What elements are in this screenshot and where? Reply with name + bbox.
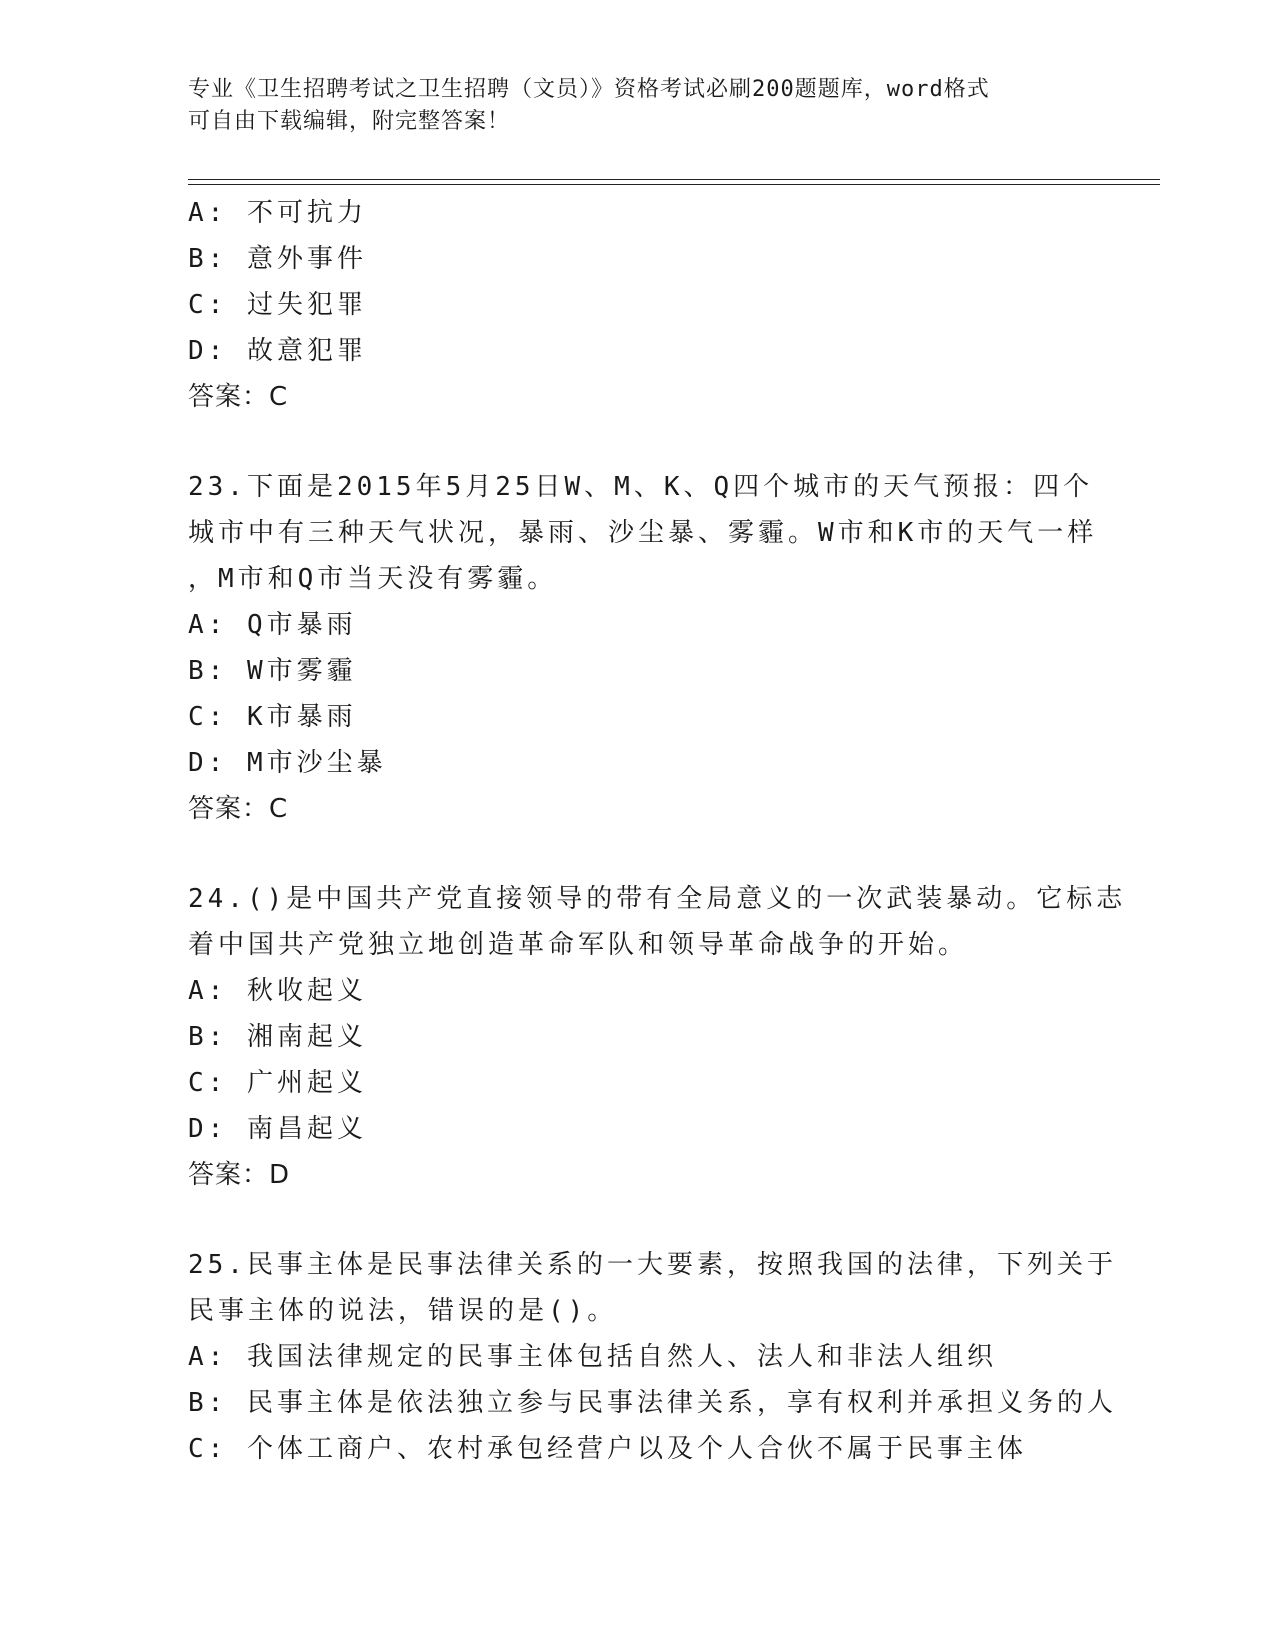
- question-25: [188, 1242, 1117, 1472]
- option-a: A: Q市暴雨: [188, 610, 357, 640]
- option-a: A: 不可抗力: [188, 198, 367, 228]
- answer: 答案：C: [188, 382, 289, 412]
- header-divider-bottom: [188, 184, 1160, 185]
- option-c: C: 个体工商户、农村承包经营户以及个人合伙不属于民事主体: [188, 1434, 1027, 1464]
- option-b: B: 湘南起义: [188, 1022, 367, 1052]
- question-stem-line: 25.民事主体是民事法律关系的一大要素，按照我国的法律，下列关于: [188, 1250, 1117, 1280]
- question-22: [188, 190, 1108, 420]
- header-line-2: 可自由下载编辑，附完整答案！: [188, 109, 511, 134]
- option-b: B: 民事主体是依法独立参与民事法律关系，享有权利并承担义务的人: [188, 1388, 1117, 1418]
- header-line-1: 专业《卫生招聘考试之卫生招聘（文员）》资格考试必刷200题题库，word格式: [188, 77, 990, 102]
- question-stem-line: ，M市和Q市当天没有雾霾。: [188, 564, 558, 594]
- option-c: C: 过失犯罪: [188, 290, 367, 320]
- question-list: [188, 190, 1127, 1472]
- answer: 答案：D: [188, 1160, 291, 1190]
- option-a: A: 我国法律规定的民事主体包括自然人、法人和非法人组织: [188, 1342, 997, 1372]
- option-d: D: 南昌起义: [188, 1114, 367, 1144]
- question-stem-line: 24.()是中国共产党直接领导的带有全局意义的一次武装暴动。它标志: [188, 884, 1127, 914]
- answer: 答案：C: [188, 794, 289, 824]
- question-23: [188, 464, 1108, 832]
- option-c: C: K市暴雨: [188, 702, 357, 732]
- question-stem-line: 着中国共产党独立地创造革命军队和领导革命战争的开始。: [188, 930, 969, 960]
- header-divider-top: [188, 179, 1160, 180]
- option-d: D: 故意犯罪: [188, 336, 367, 366]
- question-stem-line: 城市中有三种天气状况，暴雨、沙尘暴、雾霾。W市和K市的天气一样: [188, 518, 1098, 548]
- option-a: A: 秋收起义: [188, 976, 367, 1006]
- question-stem-line: 23.下面是2015年5月25日W、M、K、Q四个城市的天气预报：四个: [188, 472, 1094, 502]
- option-d: D: M市沙尘暴: [188, 748, 387, 778]
- document-header: [188, 74, 1088, 138]
- question-stem-line: 民事主体的说法，错误的是()。: [188, 1296, 618, 1326]
- option-c: C: 广州起义: [188, 1068, 367, 1098]
- option-b: B: 意外事件: [188, 244, 367, 274]
- option-b: B: W市雾霾: [188, 656, 357, 686]
- question-24: [188, 876, 1127, 1198]
